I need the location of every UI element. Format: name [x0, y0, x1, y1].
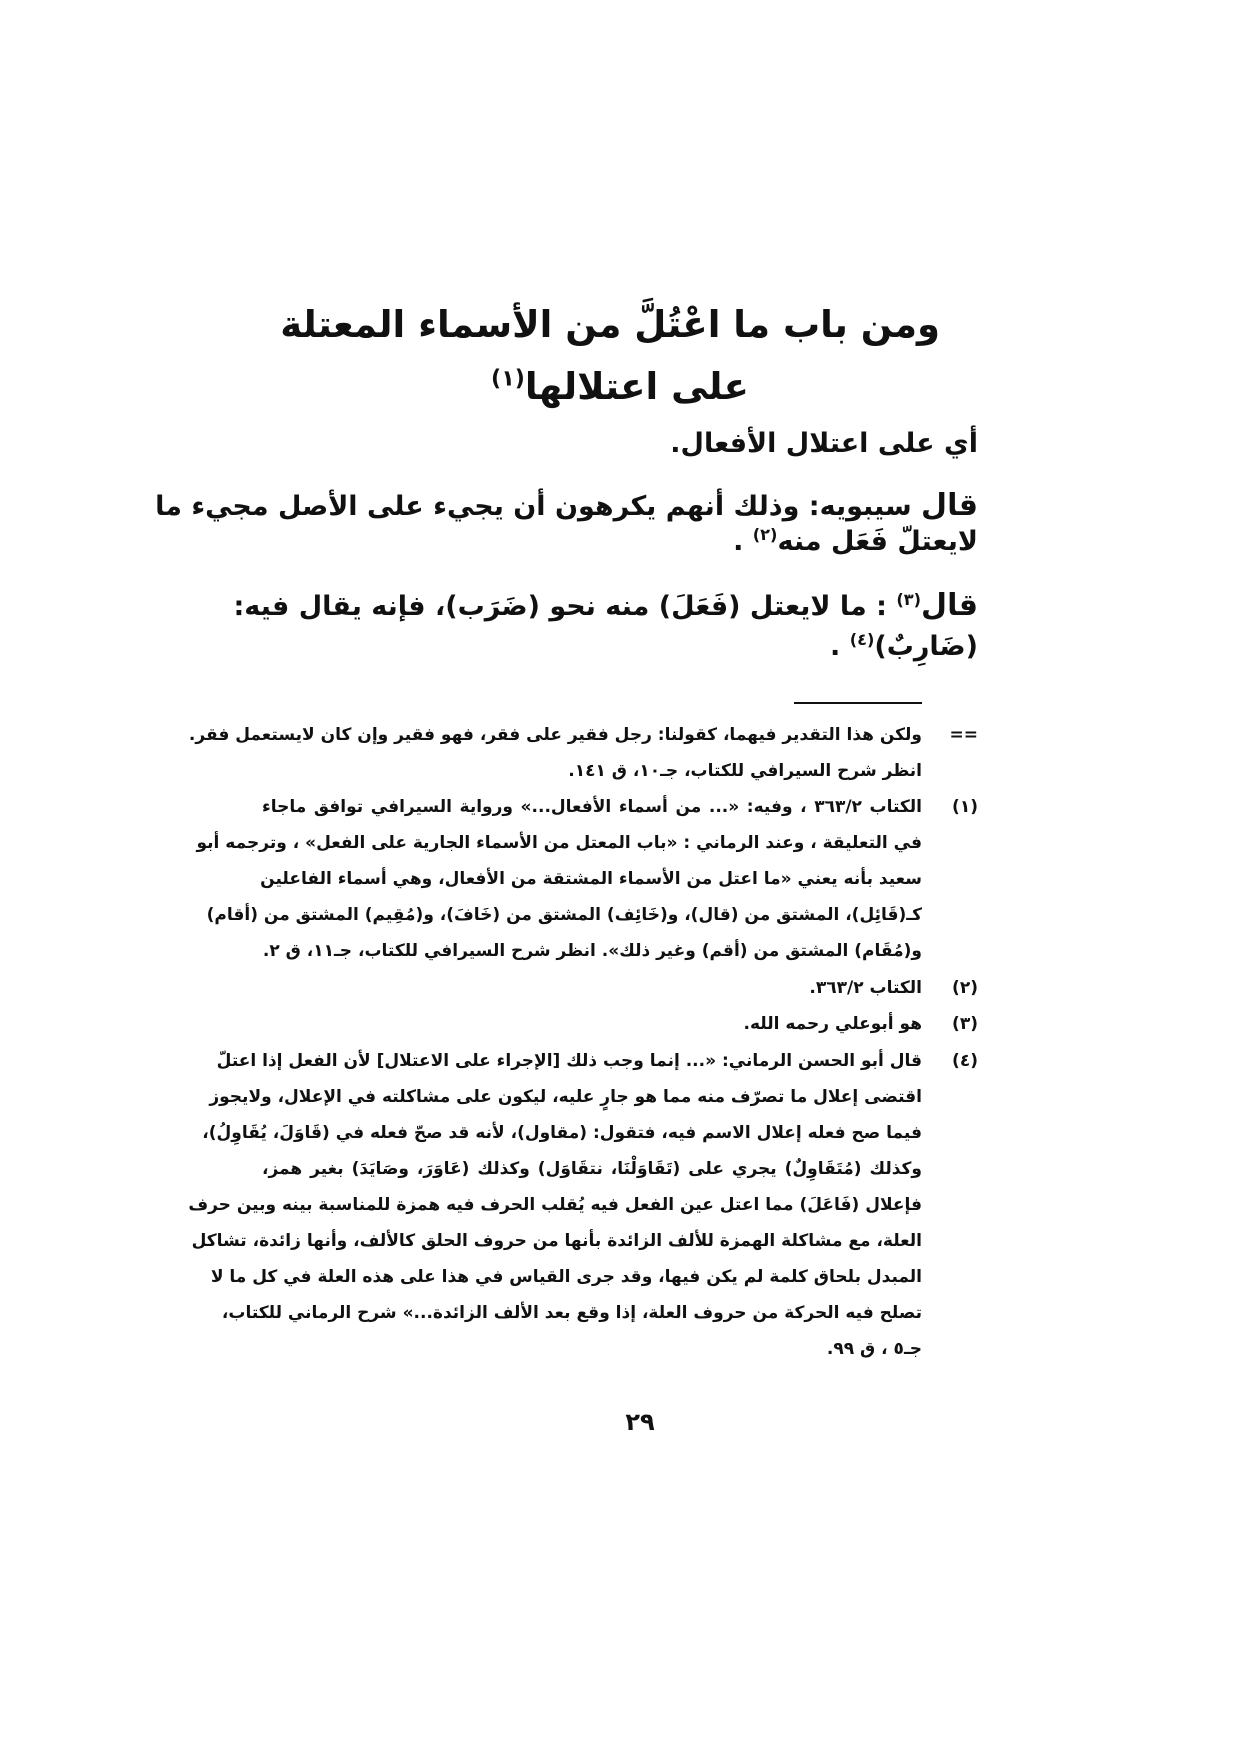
body-line-3-text: لايعتلّ فَعَل منه [777, 526, 978, 557]
footnote-4-line-5: فإعلال (فَاعَلَ) مما اعتل عين الفعل فيه يُقلب الحرف فيه همزة للمناسبة بينه وبين حرف [188, 1195, 922, 1215]
footnote-4-line-8: تصلح فيه الحركة من حروف العلة، إذا وقع بعد الألف الزائدة...» شرح الرماني للكتاب، [221, 1303, 922, 1323]
footnote-2-line-1: الكتاب ٣٦٣/٢. [809, 978, 922, 998]
body-line-5-period: . [830, 631, 841, 662]
footnote-4-line-7: المبدل بلحاق كلمة لم يكن فيها، وقد جرى القياس في هذا على هذه العلة في كل ما لا [210, 1267, 922, 1287]
body-line-5 [830, 630, 978, 662]
footnote-1-marker: (١) [952, 797, 978, 817]
footnote-reference-4: (٤) [849, 630, 875, 649]
body-line-5-text: (ضَارِبٌ) [874, 631, 978, 662]
footnote-3-line-1: هو أبوعلي رحمه الله. [743, 1014, 922, 1034]
speaker-label-qala: قال [921, 488, 978, 523]
footnote-4-line-4: وكذلك (مُتَقَاوِلٌ) يجري على (تَقَاوَلْنَا، نتقَاوَل) وكذلك (عَاوَرَ، وصَايَدَ) بغير همز، [262, 1159, 922, 1179]
footnote-continuation-marker: == [949, 725, 978, 745]
footnote-4-line-6: العلة، مع مشاكلة الهمزة للألف الزائدة بأنها من حروف الحلق كالألف، وأنها زائدة، تشاكل [191, 1231, 922, 1251]
footnote-3-marker: (٣) [952, 1014, 978, 1034]
speaker-label-qala-2: قال [921, 588, 978, 623]
body-line-4-text: : ما لايعتل (فَعَلَ) منه نحو (ضَرَب)، فإنه يقال فيه: [233, 591, 887, 622]
footnote-reference-3: (٣) [896, 590, 922, 609]
chapter-title-line-1: ومن باب ما اعْتُلَّ من الأسماء المعتلة [280, 303, 940, 346]
footnote-4-line-9: جـ٥ ، ق ٩٩. [826, 1339, 922, 1359]
footnote-continuation-line-2: انظر شرح السيرافي للكتاب، جـ١٠، ق ١٤١. [568, 761, 922, 781]
body-line-4 [233, 588, 978, 623]
footnote-1-line-4: كـ(قَائِل)، المشتق من (قال)، و(خَائِف) المشتق من (خَافَ)، و(مُقِيم) المشتق من (أقام) [206, 905, 922, 925]
footnote-continuation-line-1: ولكن هذا التقدير فيهما، كقولنا: رجل فقير على فقر، فهو فقير وإن كان لايستعمل فقر. [188, 725, 922, 745]
footnote-1-line-2: في التعليقة ، وعند الرماني : «باب المعتل من الأسماء الجارية على الفعل» ، وترجمه أبو [196, 833, 922, 853]
chapter-title-line-2 [300, 365, 940, 408]
footnote-1-line-1: الكتاب ٣٦٣/٢ ، وفيه: «... من أسماء الأفعال...» ورواية السيرافي توافق ماجاء [262, 797, 922, 817]
footnote-1-line-3: سعيد بأنه يعني «ما اعتل من الأسماء المشتقة من الأفعال، وهي أسماء الفاعلين [260, 869, 922, 889]
footnote-reference-2: (٢) [752, 525, 778, 544]
body-line-1: أي على اعتلال الأفعال. [670, 428, 978, 459]
body-line-2-text: سيبويه: وذلك أنهم يكرهون أن يجيء على الأصل مجيء ما [155, 491, 912, 522]
body-line-3-period: . [733, 526, 744, 557]
footnote-4-line-1: قال أبو الحسن الرماني: «... إنما وجب ذلك [الإجراء على الاعتلال] لأن الفعل إذا اعتلّ [216, 1051, 922, 1071]
body-line-2 [155, 488, 978, 523]
footnote-2-marker: (٢) [952, 978, 978, 998]
footnote-4-line-2: اقتضى إعلال ما تصرّف منه مما هو جارٍ عليه، ليكون على مشاكلته في الإعلال، ولايجوز [209, 1087, 922, 1107]
footnote-4-line-3: فيما صح فعله إعلال الاسم فيه، فتقول: (مقاول)، لأنه قد صحّ فعله في (قَاوَلَ، يُقَاوِلُ)، [202, 1123, 922, 1143]
footnote-4-marker: (٤) [952, 1051, 978, 1071]
footnote-reference-1: (١) [491, 365, 525, 392]
chapter-title-text: على اعتلالها [524, 365, 749, 408]
body-line-3 [733, 525, 978, 557]
page-number: ٢٩ [625, 1408, 655, 1436]
footnote-1-line-5: و(مُقَام) المشتق من (أقم) وغير ذلك». انظر شرح السيرافي للكتاب، جـ١١، ق ٢. [262, 941, 922, 961]
footnote-separator-rule [794, 702, 922, 704]
